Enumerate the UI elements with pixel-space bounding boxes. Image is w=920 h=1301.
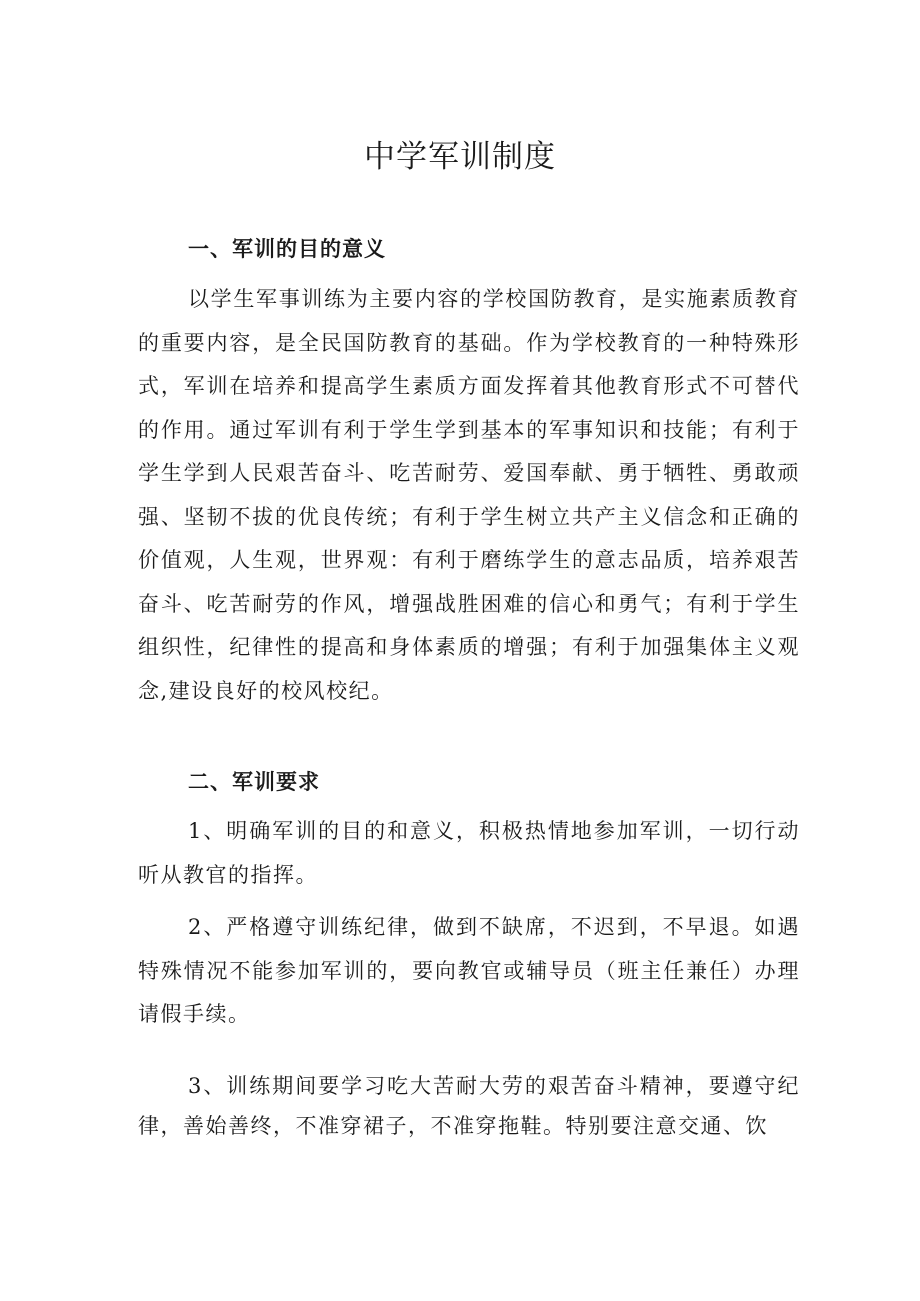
paragraph-purpose: 以学生军事训练为主要内容的学校国防教育，是实施素质教育的重要内容，是全民国防教育的基础。作为学校教育的一种特殊形式，军训在培养和提高学生素质方面发挥着其他教育形式不可替代的作用。通过军训有利于学生学到基本的军事知识和技能；有利于学生学到人民艰苦奋斗、吃苦耐劳、爱国奉献、勇于牺牲、勇敢顽强、坚韧不拔的优良传统；有利于学生树立共产主义信念和正确的价值观，人生观，世界观：有利于磨练学生的意志品质，培养艰苦奋斗、吃苦耐劳的作风，增强战胜困难的信心和勇气；有利于学生组织性，纪律性的提高和身体素质的增强；有利于加强集体主义观念,建设良好的校风校纪。 — [138, 287, 800, 703]
paragraph-requirement-1: 1、明确军训的目的和意义，积极热情地参加军训，一切行动听从教官的指挥。 — [138, 819, 800, 887]
paragraph-requirement-3: 3、训练期间要学习吃大苦耐大劳的艰苦奋斗精神，要遵守纪律，善始善终，不准穿裙子，不准穿拖鞋。特别要注意交通、饮 — [138, 1074, 800, 1138]
section-heading-requirements: 二、军训要求 — [188, 770, 320, 794]
paragraph-requirement-2: 2、严格遵守训练纪律，做到不缺席，不迟到，不早退。如遇特殊情况不能参加军训的，要向教官或辅导员（班主任兼任）办理请假手续。 — [138, 915, 800, 1026]
document-title: 中学军训制度 — [364, 139, 556, 175]
section-heading-purpose: 一、军训的目的意义 — [188, 237, 386, 261]
